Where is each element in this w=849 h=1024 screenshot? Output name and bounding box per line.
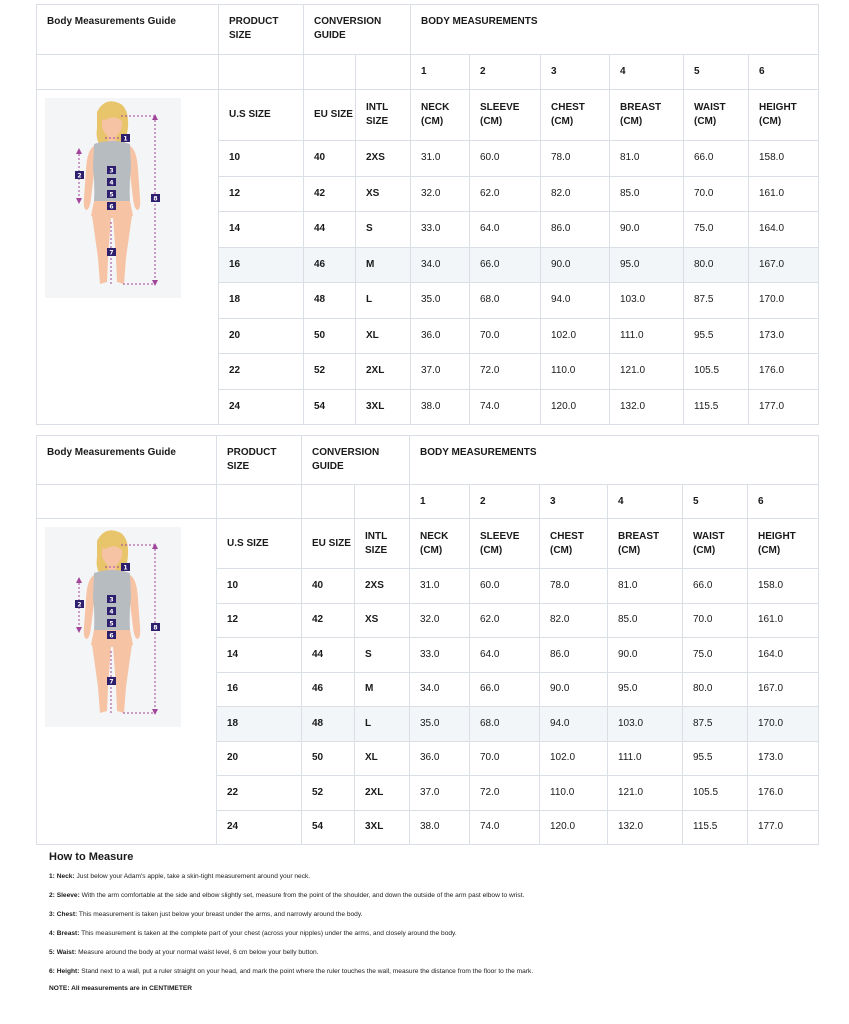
table-cell: 20: [219, 318, 304, 354]
column-header: WAIST (CM): [684, 90, 749, 141]
table-cell: 35.0: [411, 283, 470, 319]
measurement-note: NOTE: All measurements are in CENTIMETER: [49, 985, 193, 992]
svg-text:1: 1: [123, 135, 128, 143]
marker-5: [107, 190, 116, 199]
table-cell: 176.0: [749, 354, 819, 390]
table-cell: 177.0: [749, 389, 819, 425]
table-cell: 40: [304, 141, 356, 177]
column-header: U.S SIZE: [219, 90, 304, 141]
table-cell: 158.0: [748, 569, 819, 604]
blank-cell: [355, 485, 410, 519]
blank-cell: [217, 485, 302, 519]
table-cell: 2XS: [356, 141, 411, 177]
marker-6: [107, 631, 116, 640]
table-cell: 16: [217, 672, 302, 707]
table-cell: S: [356, 212, 411, 248]
column-header: BREAST (CM): [610, 90, 684, 141]
table-cell: 10: [219, 141, 304, 177]
table-cell: 52: [302, 776, 355, 811]
table-cell: 105.5: [684, 354, 749, 390]
column-header: HEIGHT (CM): [749, 90, 819, 141]
table-cell: 81.0: [608, 569, 683, 604]
svg-text:2: 2: [77, 172, 82, 180]
guide-title: Body Measurements Guide: [37, 436, 217, 485]
svg-text:8: 8: [153, 624, 158, 632]
blank-cell: [356, 55, 411, 90]
table-cell: 90.0: [541, 247, 610, 283]
column-header: EU SIZE: [304, 90, 356, 141]
table-cell: 85.0: [610, 176, 684, 212]
table-cell: 48: [304, 283, 356, 319]
table-cell: 20: [217, 741, 302, 776]
table-cell: XL: [355, 741, 410, 776]
how-to-item: [49, 928, 609, 940]
marker-7: [107, 248, 116, 257]
size-guide-table-1: [36, 4, 819, 425]
how-to-item-label: 6: Height:: [49, 968, 80, 975]
table-cell: 120.0: [541, 389, 610, 425]
table-cell: 70.0: [470, 318, 541, 354]
how-to-item-label: 4: Breast:: [49, 930, 80, 937]
table-cell: 12: [217, 603, 302, 638]
marker-2: [75, 600, 84, 609]
table-cell: 36.0: [410, 741, 470, 776]
table-cell: 60.0: [470, 141, 541, 177]
how-to-item-text: Measure around the body at your normal waist level, 6 cm below your belly button.: [76, 949, 319, 956]
how-to-item: [49, 966, 609, 978]
table-cell: 62.0: [470, 603, 540, 638]
table-cell: 37.0: [410, 776, 470, 811]
table-cell: 50: [302, 741, 355, 776]
marker-8: [151, 194, 160, 203]
measurement-number: 5: [684, 55, 749, 90]
table-cell: 14: [217, 638, 302, 673]
table-cell: 36.0: [411, 318, 470, 354]
svg-text:4: 4: [109, 608, 114, 616]
measurement-number: 4: [608, 485, 683, 519]
table-cell: 32.0: [410, 603, 470, 638]
height-arrow-down-icon: [152, 280, 158, 286]
table-cell: 95.0: [608, 672, 683, 707]
table-cell: 68.0: [470, 283, 541, 319]
table-cell: 173.0: [748, 741, 819, 776]
table-cell: 12: [219, 176, 304, 212]
column-header: CHEST (CM): [541, 90, 610, 141]
measurement-number: 4: [610, 55, 684, 90]
table-cell: 103.0: [608, 707, 683, 742]
table-cell: 42: [304, 176, 356, 212]
table-cell: S: [355, 638, 410, 673]
table-number-row: [37, 55, 819, 90]
sleeve-arrow-up-icon: [76, 577, 82, 583]
conversion-guide-header: CONVERSION GUIDE: [302, 436, 410, 485]
table-cell: 14: [219, 212, 304, 248]
measurement-number: 6: [749, 55, 819, 90]
how-to-item-label: 5: Waist:: [49, 949, 77, 956]
table-cell: 18: [217, 707, 302, 742]
table-cell: L: [355, 707, 410, 742]
table-cell: 87.5: [684, 283, 749, 319]
column-header: HEIGHT (CM): [748, 519, 819, 569]
table-cell: 66.0: [684, 141, 749, 177]
measurement-number: 6: [748, 485, 819, 519]
table-cell: 75.0: [683, 638, 748, 673]
column-header: SLEEVE (CM): [470, 90, 541, 141]
table-cell: 90.0: [608, 638, 683, 673]
marker-8: [151, 623, 160, 632]
table-cell: 46: [302, 672, 355, 707]
how-to-measure-title: How to Measure: [49, 851, 134, 863]
table-cell: 70.0: [683, 603, 748, 638]
table-cell: 82.0: [540, 603, 608, 638]
table-cell: 70.0: [684, 176, 749, 212]
how-to-item-text: Stand next to a wall, put a ruler straight on your head, and mark the point where the ruler touches the wall, measure the distance from the floor to the mark.: [79, 968, 534, 975]
table-cell: 74.0: [470, 810, 540, 845]
table-cell: 115.5: [684, 389, 749, 425]
table-cell: 33.0: [410, 638, 470, 673]
table-cell: 176.0: [748, 776, 819, 811]
svg-text:7: 7: [109, 249, 114, 257]
column-header: NECK (CM): [410, 519, 470, 569]
table-cell: 24: [217, 810, 302, 845]
body-figure: [45, 98, 181, 298]
table-cell: M: [356, 247, 411, 283]
table-cell: 38.0: [410, 810, 470, 845]
table-cell: 50: [304, 318, 356, 354]
how-to-item-label: 2: Sleeve:: [49, 892, 80, 899]
marker-7: [107, 677, 116, 686]
table-cell: 64.0: [470, 212, 541, 248]
table-cell: 33.0: [411, 212, 470, 248]
height-arrow-down-icon: [152, 709, 158, 715]
svg-text:6: 6: [109, 203, 114, 211]
how-to-item-text: This measurement is taken at the complete part of your chest (across your nipples) under the arms, and closely around the body.: [79, 930, 457, 937]
svg-text:8: 8: [153, 195, 158, 203]
right-arm-shape: [130, 575, 140, 639]
body-figure-illustration: [45, 527, 181, 727]
table-cell: 48: [302, 707, 355, 742]
table-cell: 78.0: [540, 569, 608, 604]
measurement-number: 5: [683, 485, 748, 519]
marker-5: [107, 619, 116, 628]
blank-cell: [219, 55, 304, 90]
table-cell: XL: [356, 318, 411, 354]
table-cell: 82.0: [541, 176, 610, 212]
table-cell: 102.0: [541, 318, 610, 354]
table-cell: 95.0: [610, 247, 684, 283]
measurement-number: 2: [470, 485, 540, 519]
body-measurements-header: BODY MEASUREMENTS: [410, 436, 819, 485]
guide-title: Body Measurements Guide: [37, 5, 219, 55]
table-cell: 2XL: [356, 354, 411, 390]
table-title-row: [37, 5, 819, 55]
table-cell: 52: [304, 354, 356, 390]
height-arrow-up-icon: [152, 543, 158, 549]
column-header: INTL SIZE: [355, 519, 410, 569]
table-cell: 102.0: [540, 741, 608, 776]
table-cell: 40: [302, 569, 355, 604]
table-cell: XS: [356, 176, 411, 212]
table-cell: 66.0: [470, 672, 540, 707]
table-cell: 2XS: [355, 569, 410, 604]
how-to-item: [49, 947, 609, 959]
svg-text:4: 4: [109, 179, 114, 187]
table-cell: 31.0: [410, 569, 470, 604]
blank-cell: [302, 485, 355, 519]
sleeve-arrow-down-icon: [76, 627, 82, 633]
table-cell: 110.0: [541, 354, 610, 390]
table-column-header-row: [37, 90, 819, 141]
table-cell: 95.5: [683, 741, 748, 776]
table-cell: 111.0: [610, 318, 684, 354]
measurement-number: 3: [541, 55, 610, 90]
measurement-number: 1: [410, 485, 470, 519]
table-cell: 86.0: [541, 212, 610, 248]
table-cell: 10: [217, 569, 302, 604]
table-cell: 164.0: [749, 212, 819, 248]
how-to-item-text: With the arm comfortable at the side and elbow slightly set, measure from the point of the shoulder, and down the outside of the arm past elbow to wrist.: [79, 892, 525, 899]
table-cell: 74.0: [470, 389, 541, 425]
height-arrow-up-icon: [152, 114, 158, 120]
table-cell: 3XL: [356, 389, 411, 425]
marker-6: [107, 202, 116, 211]
svg-text:7: 7: [109, 678, 114, 686]
table-cell: 22: [217, 776, 302, 811]
left-arm-shape: [84, 146, 94, 210]
column-header: BREAST (CM): [608, 519, 683, 569]
table-cell: 121.0: [608, 776, 683, 811]
body-measurements-header: BODY MEASUREMENTS: [411, 5, 819, 55]
table-cell: 161.0: [748, 603, 819, 638]
table-cell: 72.0: [470, 354, 541, 390]
blank-cell: [37, 55, 219, 90]
table-cell: 167.0: [749, 247, 819, 283]
table-cell: 78.0: [541, 141, 610, 177]
body-figure-illustration: [45, 98, 181, 298]
table-cell: 120.0: [540, 810, 608, 845]
column-header: EU SIZE: [302, 519, 355, 569]
table-cell: 167.0: [748, 672, 819, 707]
table-cell: 32.0: [411, 176, 470, 212]
table-column-header-row: [37, 519, 819, 569]
column-header: CHEST (CM): [540, 519, 608, 569]
svg-text:3: 3: [109, 167, 114, 175]
table-cell: 105.5: [683, 776, 748, 811]
marker-1: [121, 134, 130, 143]
table-cell: 80.0: [684, 247, 749, 283]
table-cell: 90.0: [540, 672, 608, 707]
table-cell: 46: [304, 247, 356, 283]
column-header: SLEEVE (CM): [470, 519, 540, 569]
table-cell: 103.0: [610, 283, 684, 319]
table-cell: 18: [219, 283, 304, 319]
svg-text:5: 5: [109, 620, 114, 628]
table-cell: 164.0: [748, 638, 819, 673]
table-cell: M: [355, 672, 410, 707]
marker-3: [107, 166, 116, 175]
left-arm-shape: [84, 575, 94, 639]
table-cell: 66.0: [683, 569, 748, 604]
table-cell: 44: [304, 212, 356, 248]
how-to-item: [49, 890, 609, 902]
figure-cell: [37, 519, 217, 845]
blank-cell: [304, 55, 356, 90]
table-cell: 173.0: [749, 318, 819, 354]
measurement-number: 1: [411, 55, 470, 90]
table-cell: 170.0: [749, 283, 819, 319]
table-cell: 158.0: [749, 141, 819, 177]
table-cell: 132.0: [608, 810, 683, 845]
column-header: INTL SIZE: [356, 90, 411, 141]
table-cell: 2XL: [355, 776, 410, 811]
table-cell: 72.0: [470, 776, 540, 811]
how-to-measure-section: [49, 851, 609, 992]
column-header: U.S SIZE: [217, 519, 302, 569]
table-cell: 161.0: [749, 176, 819, 212]
table-cell: 54: [304, 389, 356, 425]
how-to-item: [49, 871, 609, 883]
table-cell: 95.5: [684, 318, 749, 354]
product-size-header: PRODUCT SIZE: [219, 5, 304, 55]
right-arm-shape: [130, 146, 140, 210]
table-cell: 31.0: [411, 141, 470, 177]
table-cell: 70.0: [470, 741, 540, 776]
table-cell: 68.0: [470, 707, 540, 742]
marker-1: [121, 563, 130, 572]
table-cell: 42: [302, 603, 355, 638]
sleeve-arrow-up-icon: [76, 148, 82, 154]
table-cell: 111.0: [608, 741, 683, 776]
svg-text:2: 2: [77, 601, 82, 609]
svg-text:5: 5: [109, 191, 114, 199]
marker-4: [107, 178, 116, 187]
table-cell: 121.0: [610, 354, 684, 390]
table-cell: 34.0: [410, 672, 470, 707]
measurement-number: 2: [470, 55, 541, 90]
table-cell: 16: [219, 247, 304, 283]
table-title-row: [37, 436, 819, 485]
table-cell: 22: [219, 354, 304, 390]
table-cell: 80.0: [683, 672, 748, 707]
product-size-header: PRODUCT SIZE: [217, 436, 302, 485]
table-cell: 110.0: [540, 776, 608, 811]
svg-text:3: 3: [109, 596, 114, 604]
table-cell: 34.0: [411, 247, 470, 283]
table-cell: 86.0: [540, 638, 608, 673]
table-cell: 75.0: [684, 212, 749, 248]
table-cell: 90.0: [610, 212, 684, 248]
table-cell: 44: [302, 638, 355, 673]
svg-text:6: 6: [109, 632, 114, 640]
table-cell: 3XL: [355, 810, 410, 845]
sleeve-arrow-down-icon: [76, 198, 82, 204]
table-cell: XS: [355, 603, 410, 638]
table-cell: 24: [219, 389, 304, 425]
table-number-row: [37, 485, 819, 519]
table-cell: 64.0: [470, 638, 540, 673]
how-to-item-label: 1: Neck:: [49, 873, 75, 880]
measurement-number: 3: [540, 485, 608, 519]
size-guide-table-2: [36, 435, 819, 845]
table-cell: 60.0: [470, 569, 540, 604]
marker-4: [107, 607, 116, 616]
how-to-item-label: 3: Chest:: [49, 911, 78, 918]
table-cell: 37.0: [411, 354, 470, 390]
body-figure: [45, 527, 181, 727]
table-cell: 85.0: [608, 603, 683, 638]
conversion-guide-header: CONVERSION GUIDE: [304, 5, 411, 55]
table-cell: L: [356, 283, 411, 319]
table-cell: 132.0: [610, 389, 684, 425]
table-cell: 62.0: [470, 176, 541, 212]
table-cell: 94.0: [541, 283, 610, 319]
table-cell: 66.0: [470, 247, 541, 283]
how-to-item-text: This measurement is taken just below your breast under the arms, and narrowly around the body.: [77, 911, 363, 918]
blank-cell: [37, 485, 217, 519]
marker-2: [75, 171, 84, 180]
table-cell: 170.0: [748, 707, 819, 742]
table-cell: 35.0: [410, 707, 470, 742]
table-cell: 177.0: [748, 810, 819, 845]
table-cell: 94.0: [540, 707, 608, 742]
how-to-item-text: Just below your Adam's apple, take a skin-tight measurement around your neck.: [74, 873, 311, 880]
table-cell: 81.0: [610, 141, 684, 177]
table-cell: 54: [302, 810, 355, 845]
svg-text:1: 1: [123, 564, 128, 572]
column-header: WAIST (CM): [683, 519, 748, 569]
table-cell: 87.5: [683, 707, 748, 742]
column-header: NECK (CM): [411, 90, 470, 141]
how-to-item: [49, 909, 609, 921]
marker-3: [107, 595, 116, 604]
figure-cell: [37, 90, 219, 425]
table-cell: 38.0: [411, 389, 470, 425]
table-cell: 115.5: [683, 810, 748, 845]
